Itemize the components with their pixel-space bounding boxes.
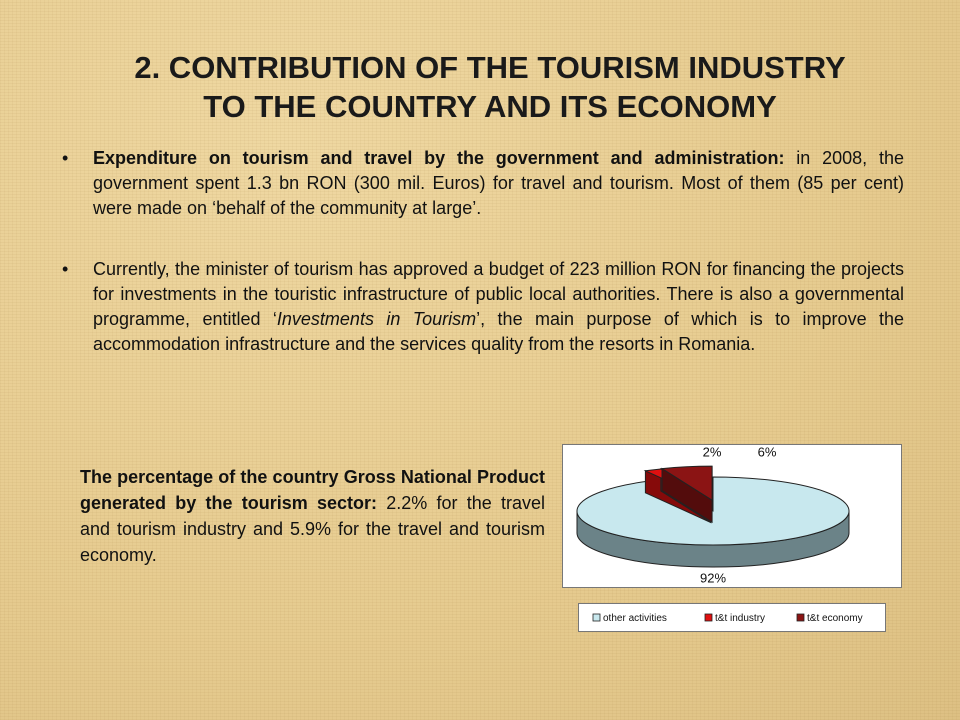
gnp-paragraph [80, 464, 545, 568]
bullet-2-text-before: Currently, the minister of tourism has approved a budget of 223 million RON for financing the projects for investments in the touristic infrastructure of public local authorities. There is also a governmental programme, entitled ‘ [93, 259, 904, 329]
gnp-bold: The percentage of the country Gross National Product generated by the tourism sector: [80, 467, 545, 513]
bullet-2-italic: Investments in Tourism [276, 309, 477, 329]
bullet-list [62, 146, 904, 357]
bullet-item-expenditure [62, 146, 904, 221]
legend-item-t-t-economy [797, 613, 863, 624]
legend-label: t&t industry [715, 613, 766, 624]
legend-item-t-t-industry [705, 613, 765, 624]
chart-legend [578, 603, 886, 632]
slide-title-line-2: TO THE COUNTRY AND ITS ECONOMY [203, 89, 777, 124]
pie-slice-other-activities [577, 477, 849, 545]
slide-title-line-1: 2. CONTRIBUTION OF THE TOURISM INDUSTRY [134, 50, 846, 85]
pie-data-label: 92% [699, 570, 727, 586]
pie-chart-panel [562, 444, 902, 588]
legend-swatch [705, 614, 712, 621]
legend-swatch [797, 614, 804, 621]
bullet-item-budget [62, 257, 904, 357]
bullet-marker: • [62, 148, 69, 168]
bullet-1-text: in 2008, the government spent 1.3 bn RON (300 mil. Euros) for travel and tourism. Most of them (85 per cent) were made on ‘behalf of the community at large’. [93, 148, 904, 218]
legend-svg [579, 604, 885, 631]
slide-title [40, 48, 940, 126]
pie-chart [563, 445, 901, 587]
bullet-2-text-after: ’, the main purpose of which is to improve the accommodation infrastructure and the services quality from the resorts in Romania. [93, 309, 905, 354]
gnp-text: 2.2% for the travel and tourism industry and 5.9% for the travel and tourism economy. [80, 493, 545, 565]
legend-label: t&t economy [807, 613, 863, 624]
bullet-marker: • [62, 259, 69, 279]
legend-item-other-activities [593, 613, 667, 624]
pie-data-label: 6% [757, 445, 777, 460]
legend-swatch [593, 614, 600, 621]
bullet-1-bold: Expenditure on tourism and travel by the government and administration: [93, 148, 785, 168]
legend-label: other activities [603, 613, 667, 624]
pie-data-label: 2% [702, 445, 722, 460]
